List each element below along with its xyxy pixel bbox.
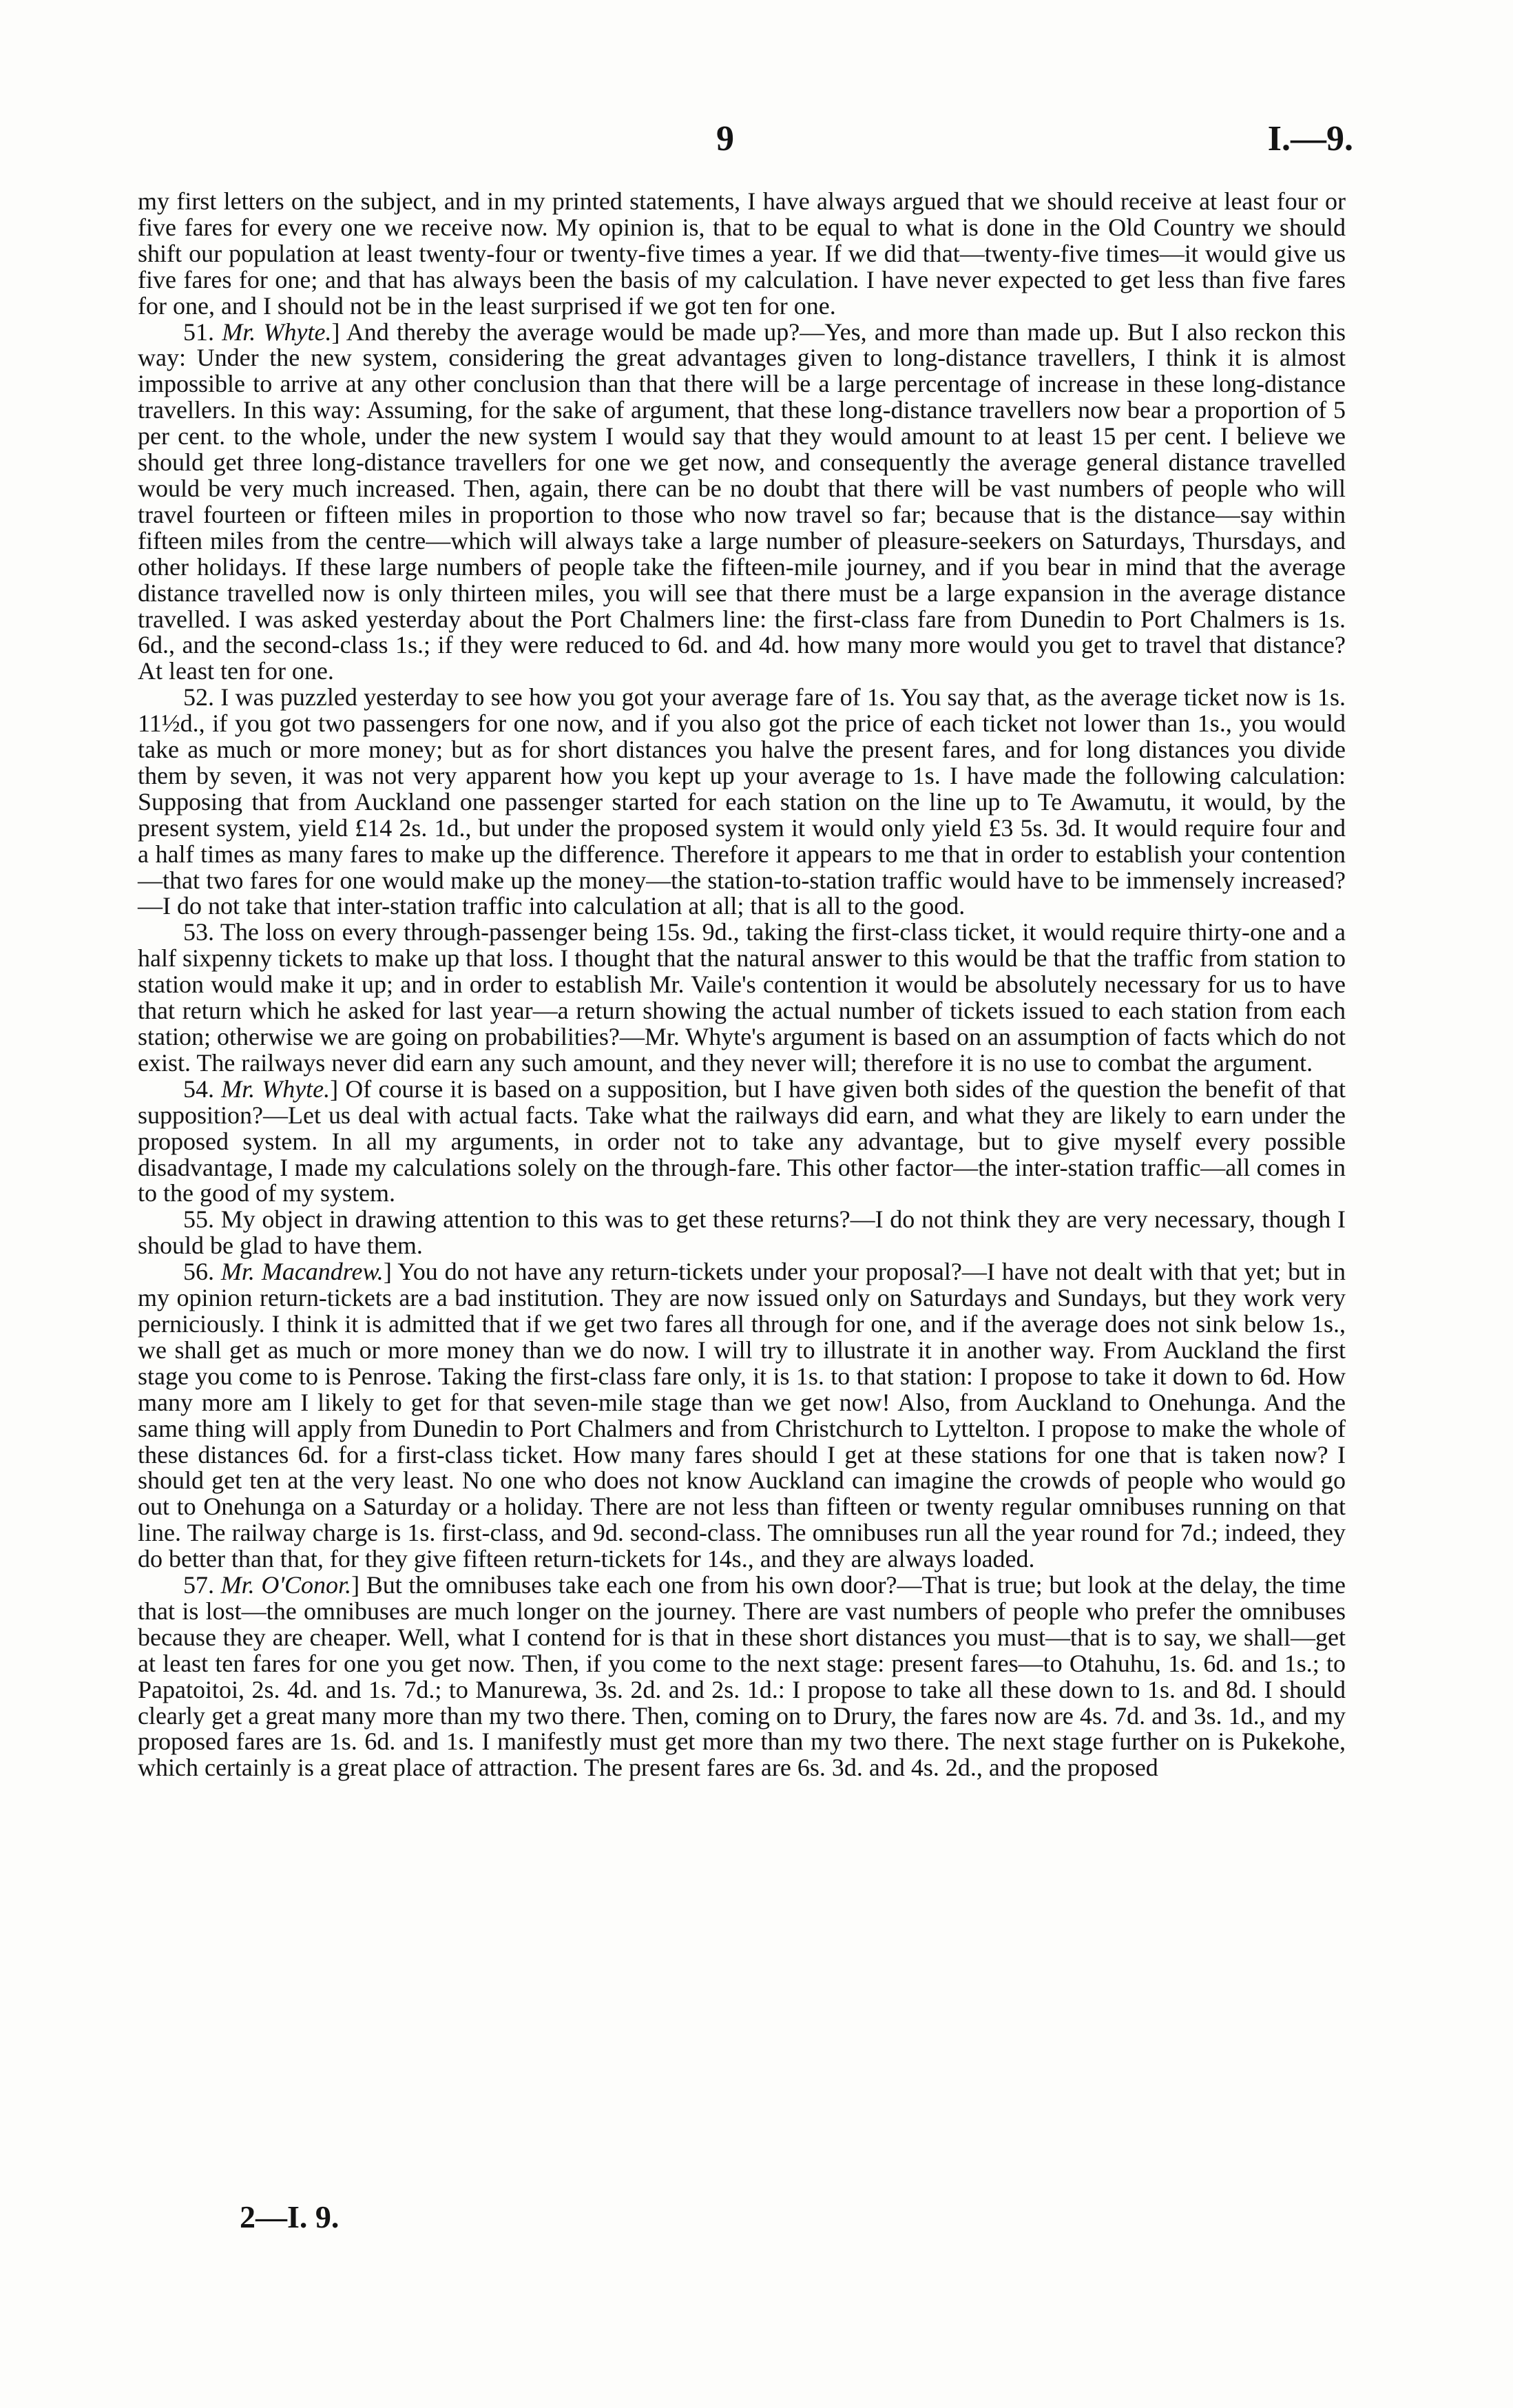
- paragraph-text: my first letters on the subject, and in my printed statements, I have always argued that we should receive at least four or five fares for every one we receive now. My opinion is, that to be equal to what is done in the Old Country we should shift our population at least twenty-four or twenty-five times a year. If we did that—twenty-five times—it would give us five fares for one; and that has always been the basis of my calculation. I have never expected to get less than five fares for one, and I should not be in the least surprised if we got ten for one.: [138, 187, 1346, 320]
- paragraph-54: [138, 1077, 1346, 1207]
- paragraph-text: ] You do not have any return-tickets under your proposal?—I have not dealt with that yet; but in my opinion return-tickets are a bad institution. They are now issued only on Saturdays and Sundays, but they work very perniciously. I think it is admitted that if we get two fares all through for one, and if the average does not sink below 1s., we shall get as much or more money than we do now. I will try to illustrate it in another way. From Auckland the first stage you come to is Penrose. Taking the first-class fare only, it is 1s. to that station: I propose to take it down to 6d. How many more am I likely to get for that seven-mile stage than we get now! Also, from Auckland to Onehunga. And the same thing will apply from Dunedin to Port Chalmers and from Christchurch to Lyttelton. I propose to make the whole of these distances 6d. for a first-class ticket. How many fares should I get at these stations for one that is taken now? I should get ten at the very least. No one who does not know Auckland can imagine the crowds of people who would go out to Onehunga on a Saturday or a holiday. There are not less than fifteen or twenty regular omnibuses running on that line. The railway charge is 1s. first-class, and 9d. second-class. The omnibuses run all the year round for 7d.; indeed, they do better than that, for they give fifteen return-tickets for 14s., and they are always loaded.: [138, 1258, 1346, 1573]
- paragraph-number: 54.: [183, 1075, 222, 1103]
- speaker-name: Mr. Whyte.: [222, 318, 332, 346]
- document-reference: I.—9.: [1267, 119, 1353, 158]
- paragraph-text: 52. I was puzzled yesterday to see how you got your average fare of 1s. You say that, as the average ticket now is 1s. 11½d., if you got two passengers for one now, and if you also got the price of each ticket not lower than 1s., you would take as much or more money; but as for short distances you halve the present fares, and for long distances you divide them by seven, it was not very apparent how you kept up your average to 1s. I have made the following calculation: Supposing that from Auckland one passenger started for each station on the line up to Te Awamutu, it would, by the present system, yield £14 2s. 1d., but under the proposed system it would only yield £3 5s. 3d. It would require four and a half times as many fares to make up the difference. Therefore it appears to me that in order to establish your contention—that two fares for one would make up the money—the station-to-station traffic would have to be immensely increased?—I do not take that inter-station traffic into calculation at all; that is all to the good.: [138, 683, 1346, 920]
- paragraph-56: [138, 1259, 1346, 1573]
- paragraph-continuation: [138, 189, 1346, 320]
- paragraph-57: [138, 1573, 1346, 1781]
- paragraph-number: 51.: [183, 318, 222, 346]
- paragraph-text: 53. The loss on every through-passenger being 15s. 9d., taking the first-class ticket, it would require thirty-one and a half sixpenny tickets to make up that loss. I thought that the natural answer to this would be that the traffic from station to station would make it up; and in order to establish Mr. Vaile's contention it would be absolutely necessary for us to have that return which he asked for last year—a return showing the actual number of tickets issued to each station from each station; otherwise we are going on probabilities?—Mr. Whyte's argument is based on an assumption of facts which do not exist. The railways never did earn any such amount, and they never will; therefore it is no use to combat the argument.: [138, 918, 1346, 1077]
- paragraph-53: [138, 920, 1346, 1076]
- paragraph-number: 57.: [183, 1571, 221, 1599]
- speaker-name: Mr. O'Conor.: [220, 1571, 352, 1599]
- paragraph-52: [138, 685, 1346, 920]
- paragraph-text: ] And thereby the average would be made up?—Yes, and more than made up. But I also reckon this way: Under the new system, considering the great advantages given to long-distance travellers, I think it is almost impossible to arrive at any other conclusion than that there will be a large percentage of increase in these long-distance travellers. In this way: Assuming, for the sake of argument, that these long-distance travellers now bear a proportion of 5 per cent. to the whole, under the new system I would say that they would amount to at least 15 per cent. I believe we should get three long-distance travellers for one we get now, and consequently the average general distance travelled would be very much increased. Then, again, there can be no doubt that there will be vast numbers of people who will travel fourteen or fifteen miles in proportion to those who now travel so far; because that is the distance—say within fifteen miles from the centre—which will always take a large number of pleasure-seekers on Saturdays, Thursdays, and other holidays. If these large numbers of people take the fifteen-mile journey, and if you bear in mind that the average distance travelled now is only thirteen miles, you will see that there must be a large expansion in the average distance travelled. I was asked yesterday about the Port Chalmers line: the first-class fare from Dunedin to Port Chalmers is 1s. 6d., and the second-class 1s.; if they were reduced to 6d. and 4d. how many more would you get to travel that distance? At least ten for one.: [138, 318, 1346, 685]
- paragraph-55: [138, 1207, 1346, 1259]
- paragraph-number: 56.: [183, 1258, 221, 1286]
- paragraph-text: ] But the omnibuses take each one from his own door?—That is true; but look at the delay, the time that is lost—the omnibuses are much longer on the journey. There are vast numbers of people who prefer the omnibuses because they are cheaper. Well, what I contend for is that in these short distances you must—that is to say, we shall—get at least ten fares for one you get now. Then, if you come to the next stage: present fares—to Otahuhu, 1s. 6d. and 1s.; to Papatoitoi, 2s. 4d. and 1s. 7d.; to Manurewa, 3s. 2d. and 2s. 1d.: I propose to take all these down to 1s. and 8d. I should clearly get a great many more than my two there. Then, coming on to Drury, the fares now are 4s. 7d. and 3s. 1d., and my proposed fares are 1s. 6d. and 1s. I manifestly must get more than my two there. The next stage further on is Pukekohe, which certainly is a great place of attraction. The present fares are 6s. 3d. and 4s. 2d., and the proposed: [138, 1571, 1346, 1782]
- signature-mark: 2—I. 9.: [240, 2199, 340, 2234]
- paragraph-text: 55. My object in drawing attention to this was to get these returns?—I do not think they are very necessary, though I should be glad to have them.: [138, 1205, 1346, 1260]
- body-text: [138, 189, 1346, 1781]
- speaker-name: Mr. Macandrew.: [220, 1258, 384, 1286]
- speaker-name: Mr. Whyte.: [221, 1075, 331, 1103]
- paragraph-51: [138, 320, 1346, 685]
- page-number: 9: [716, 119, 734, 158]
- paragraph-text: ] Of course it is based on a supposition, but I have given both sides of the question the benefit of that supposition?—Let us deal with actual facts. Take what the railways did earn, and what they are likely to earn under the proposed system. In all my arguments, in order not to take any advantage, but to give myself every possible disadvantage, I made my calculations solely on the through-fare. This other factor—the inter-station traffic—all comes in to the good of my system.: [138, 1075, 1346, 1207]
